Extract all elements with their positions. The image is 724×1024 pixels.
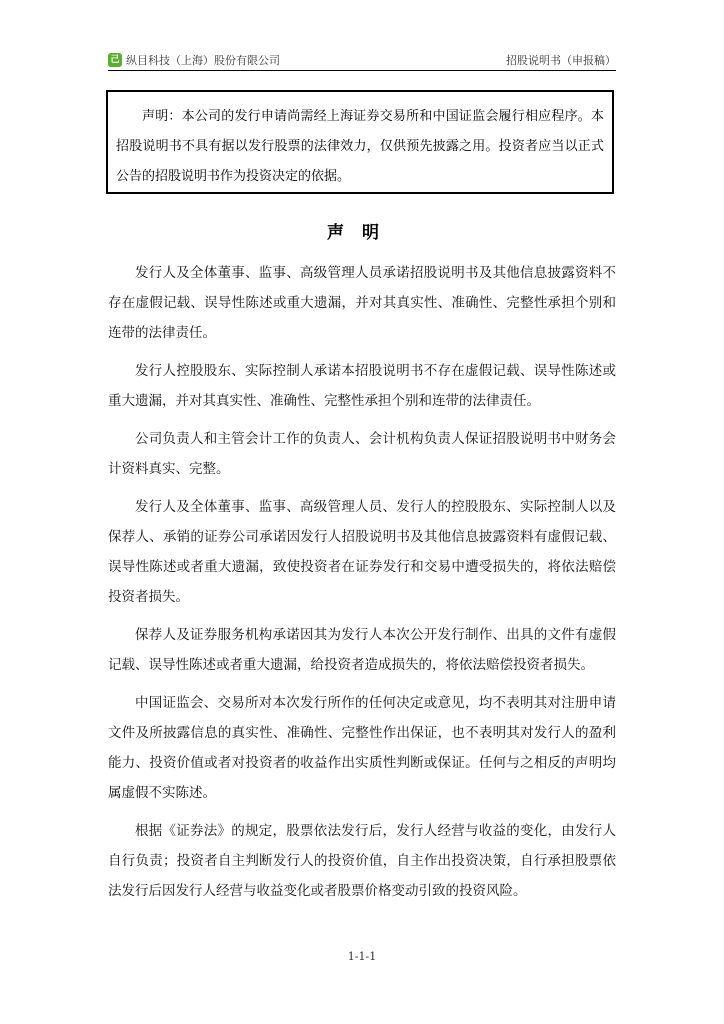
company-logo-icon: 己 (108, 53, 122, 67)
paragraph-2: 发行人控股股东、实际控制人承诺本招股说明书不存在虚假记载、误导性陈述或重大遗漏，并对其真实性、准确性、完整性承担个别和连带的法律责任。 (108, 363, 616, 409)
paragraph-6: 中国证监会、交易所对本次发行所作的任何决定或意见，均不表明其对注册申请文件及所披露信息的真实性、准确性、完整性作出保证，也不表明其对发行人的盈利能力、投资价值或者对投资者的收益作出实质性判断或保证。任何与之相反的声明均属虚假不实陈述。 (108, 695, 616, 801)
document-type: 招股说明书（申报稿） (506, 54, 616, 67)
page-title: 声明 (327, 223, 397, 243)
paragraph-4: 发行人及全体董事、监事、高级管理人员、发行人的控股股东、实际控制人以及保荐人、承销的证券公司承诺因发行人招股说明书及其他信息披露资料有虚假记载、误导性陈述或者重大遗漏，致使投资者在证券发行和交易中遭受损失的，将依法赔偿投资者损失。 (108, 499, 616, 605)
header-company (108, 52, 280, 68)
page-header (108, 50, 616, 71)
disclaimer-text: 声明：本公司的发行申请尚需经上海证券交易所和中国证监会履行相应程序。本招股说明书不具有据以发行股票的法律效力，仅供预先披露之用。投资者应当以正式公告的招股说明书作为投资决定的依据。 (116, 109, 604, 184)
page-number: 1-1-1 (347, 950, 377, 963)
company-name: 纵目科技（上海）股份有限公司 (126, 54, 280, 67)
statement-body (108, 258, 616, 914)
paragraph-3: 公司负责人和主管会计工作的负责人、会计机构负责人保证招股说明书中财务会计资料真实、完整。 (108, 431, 616, 477)
paragraph-1: 发行人及全体董事、监事、高级管理人员承诺招股说明书及其他信息披露资料不存在虚假记载、误导性陈述或重大遗漏，并对其真实性、准确性、完整性承担个别和连带的法律责任。 (108, 265, 616, 341)
paragraph-5: 保荐人及证券服务机构承诺因其为发行人本次公开发行制作、出具的文件有虚假记载、误导性陈述或者重大遗漏，给投资者造成损失的，将依法赔偿投资者损失。 (108, 627, 616, 673)
disclaimer-box (106, 90, 614, 194)
paragraph-7: 根据《证券法》的规定，股票依法发行后，发行人经营与收益的变化，由发行人自行负责；投资者自主判断发行人的投资价值，自主作出投资决策，自行承担股票依法发行后因发行人经营与收益变化或者股票价格变动引致的投资风险。 (108, 823, 616, 899)
